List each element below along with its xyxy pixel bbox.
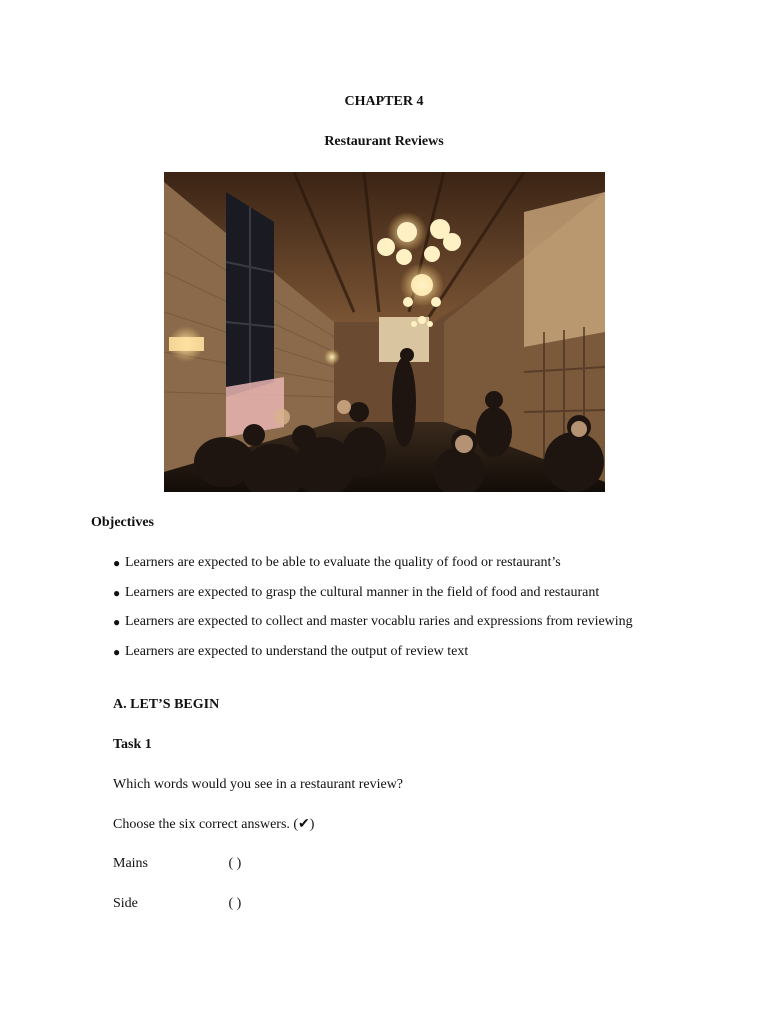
bullet-icon: ● [113, 644, 121, 659]
objective-text: Learners are expected to be able to evaluate the quality of food or restaurant’s [125, 555, 561, 570]
answer-checkbox[interactable]: ( ) [228, 896, 242, 911]
objective-text: Learners are expected to grasp the cultural manner in the field of food and restaurant [125, 584, 600, 600]
objectives-heading: Objectives [91, 515, 154, 530]
answer-checkbox[interactable]: ( ) [228, 856, 242, 871]
objective-text: Learners are expected to collect and master vocablu raries and expressions from reviewing [125, 614, 633, 629]
instruction-text: Choose the six correct answers. (✔) [113, 817, 315, 832]
objective-item [113, 553, 633, 583]
bullet-icon: ● [113, 585, 121, 600]
bullet-icon: ● [113, 615, 121, 629]
objective-item [113, 583, 633, 613]
objective-item [113, 642, 633, 672]
bullet-icon: ● [113, 556, 121, 570]
task-heading: Task 1 [113, 737, 152, 752]
section-a-heading: A. LET’S BEGIN [113, 697, 220, 712]
answer-option-mains [113, 856, 241, 872]
objectives-list [113, 553, 633, 671]
option-label: Side [113, 896, 138, 911]
answer-option-side [113, 896, 241, 912]
chapter-title: Restaurant Reviews [324, 134, 444, 149]
objective-text: Learners are expected to understand the output of review text [125, 643, 469, 659]
chapter-heading: CHAPTER 4 [344, 94, 424, 109]
objective-item [113, 612, 633, 642]
question-text: Which words would you see in a restaurant review? [113, 777, 404, 792]
restaurant-interior-photo [164, 172, 605, 492]
option-label: Mains [113, 856, 148, 871]
